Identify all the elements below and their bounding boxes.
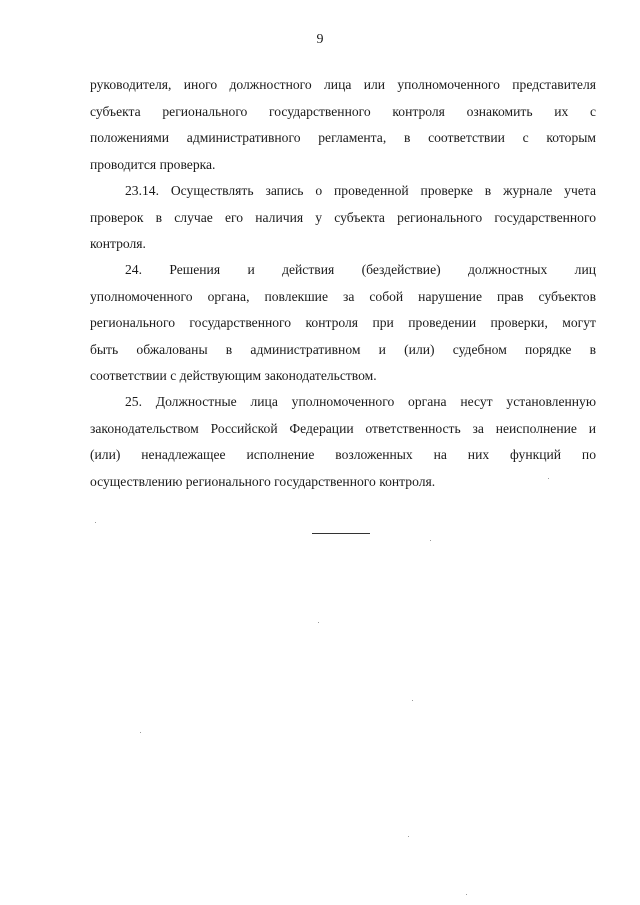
scan-speck (412, 700, 413, 701)
scan-speck (466, 894, 467, 895)
text-line: 25. Должностные лица уполномоченного органа несут установленную (125, 394, 596, 409)
scan-speck (548, 478, 549, 479)
text-line: соответствии с действующим законодательством. (90, 368, 377, 383)
text-line: проверок в случае его наличия у субъекта регионального государственного (90, 209, 596, 225)
text-line: проводится проверка. (90, 156, 216, 172)
page-number: 9 (316, 32, 324, 47)
text-line: законодательством Российской Федерации ответственность за неисполнение и (90, 420, 596, 436)
text-line: быть обжалованы в административном и (или) судебном порядке в (90, 341, 596, 357)
scan-speck (408, 836, 409, 837)
text-line: субъекта регионального государственного контроля ознакомить их с (90, 103, 596, 119)
text-line: положениями административного регламента, в соответствии с которым (90, 130, 596, 145)
scan-speck (140, 732, 141, 733)
text-line: (или) ненадлежащее исполнение возложенных на них функций по (90, 447, 596, 462)
text-line: осуществлению регионального государственного контроля. (90, 473, 436, 489)
text-line: контроля. (90, 236, 146, 251)
scan-speck (95, 522, 96, 523)
paragraph-continuation (90, 72, 596, 178)
paragraph-23-14 (90, 178, 596, 258)
paragraph-25 (90, 389, 596, 495)
text-line: 23.14. Осуществлять запись о проведенной проверке в журнале учета (125, 183, 596, 198)
scan-speck (430, 540, 431, 541)
text-line: регионального государственного контроля при проведении проверки, могут (90, 315, 596, 330)
text-line: 24. Решения и действия (бездействие) должностных лиц (125, 262, 596, 277)
text-line: руководителя, иного должностного лица или уполномоченного представителя (90, 77, 596, 92)
paragraph-24 (90, 257, 596, 390)
end-of-document-rule (312, 533, 370, 534)
text-line: уполномоченного органа, повлекшие за собой нарушение прав субъектов (90, 288, 596, 304)
scan-speck (318, 622, 319, 623)
